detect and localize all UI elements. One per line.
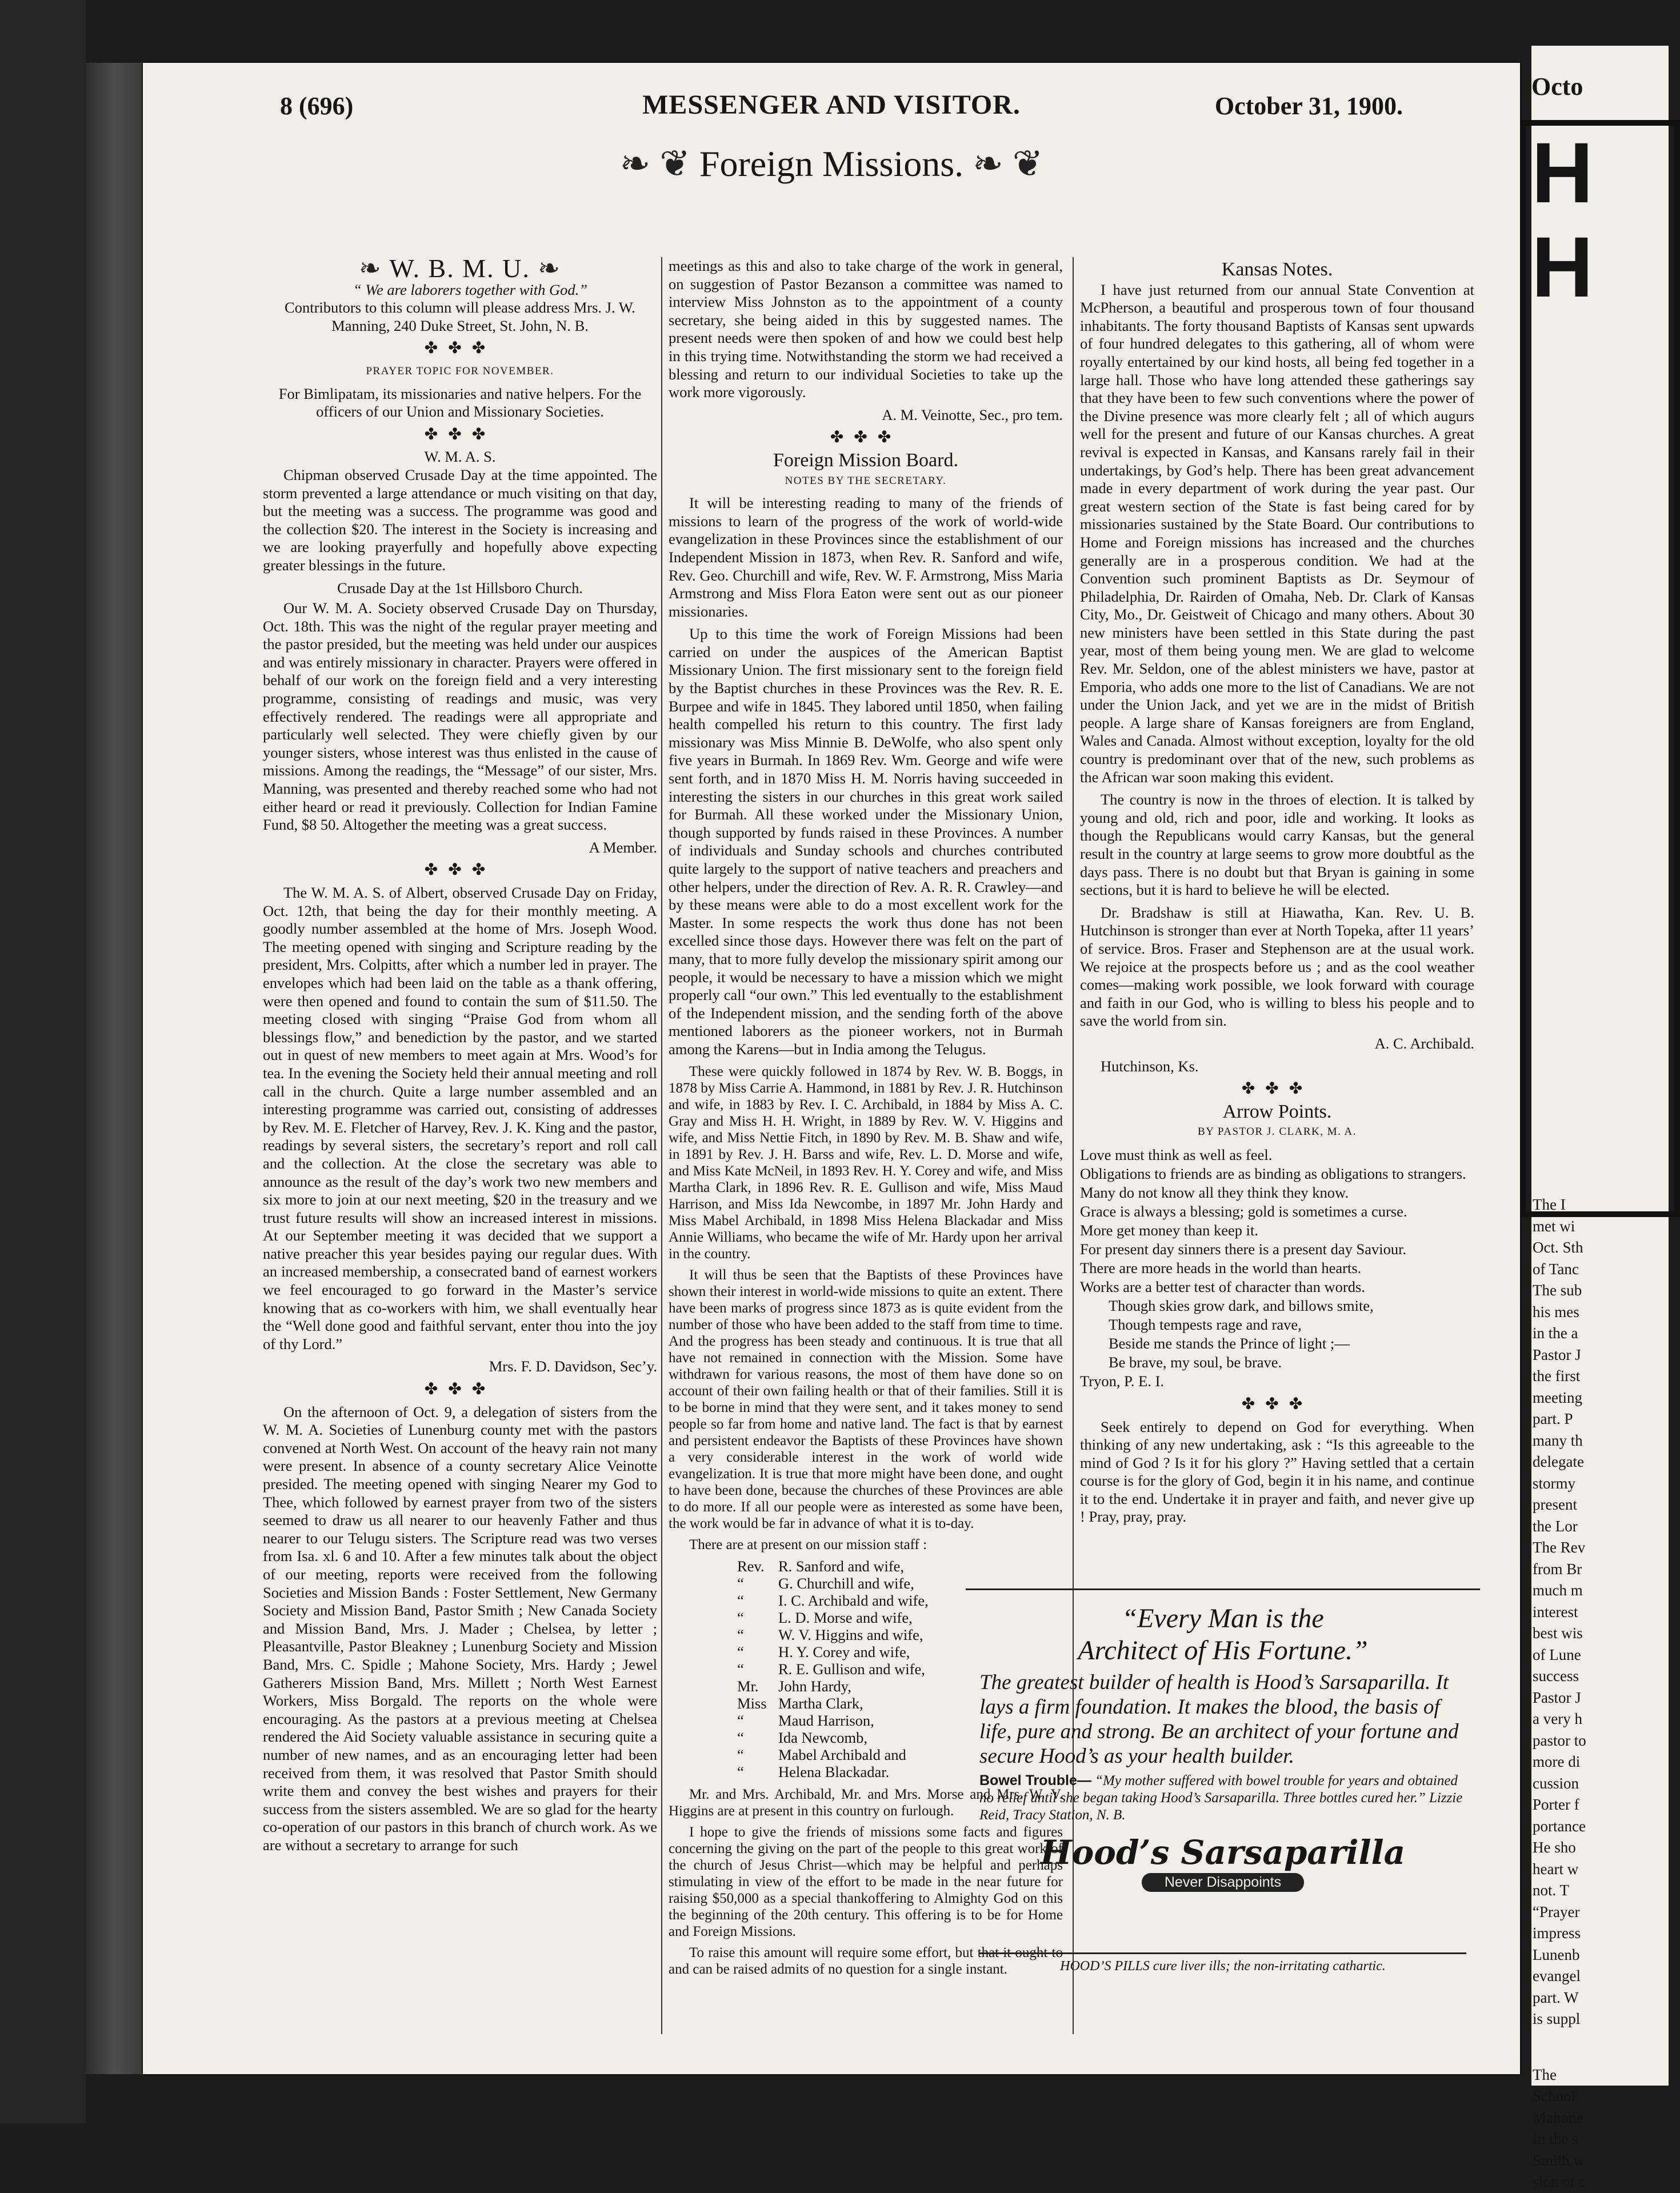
arrow-place: Tryon, P. E. I. — [1080, 1372, 1165, 1390]
board-paragraph-2: Up to this time the work of Foreign Missions had been carried on under the auspices of the American Baptist Missionary Union. The first missionary sent to the foreign field by the Baptist churches in these Provinces was the Rev. R. E. Burpee and wife in 1845. They labored until 1850, when failing health compelled his return to this country. The first lady missionary was Miss Minnie B. DeWolfe, who also spent only five years in Burmah. In 1869 Rev. Wm. George and wife were sent forth, and in 1870 Miss H. M. Norris having succeeded in interesting the sisters in our churches in this great work sailed for Burmah. All these worked under the Missionary Union, though supported by funds raised in these Provinces. A number of individuals and Sunday schools and churches contributed quite largely to the support of native teachers and preachers and other helpers, under the direction of Rev. A. R. R. Crawley—and by these means were able to do a most excellent work for the Master. In some respects the work thus done has not been excelled since those days. However there was felt on the part of many, that to more fully develop the missionary spirit among our people, it would be necessary to have a mission which we might properly call “our own.” This led eventually to the establishment of the Independent mission, and the sending forth of the above mentioned laborers as the pioneer workers, not in Burmah among the Karens—but in India among the Telugus. — [669, 625, 1063, 1058]
arrow-point: Many do not know all they think they know. — [1080, 1183, 1349, 1201]
newspaper-page — [143, 63, 1520, 2074]
book-binding — [0, 0, 86, 2123]
staff-entry: “ Ida Newcomb, — [737, 1728, 867, 1746]
wbmu-motto: “ We are laborers together with God.” — [353, 281, 588, 298]
ad-body: The greatest builder of health is Hood’s Sarsaparilla. It lays a firm foundation. It makes the blood, the basis of life, pure and strong. Be an architect of your fortune and secure Hood’s as your health builder. — [979, 1671, 1459, 1768]
column-rule — [661, 257, 662, 2034]
staff-entry: “ Mabel Archibald and — [737, 1746, 906, 1763]
board-subheading: NOTES BY THE SECRETARY. — [785, 474, 947, 487]
arrow-point: More get money than keep it. — [1080, 1221, 1259, 1239]
staff-entry: Rev. R. Sanford and wife, — [737, 1557, 905, 1575]
hillsboro-heading: Crusade Day at the 1st Hillsboro Church. — [337, 579, 583, 597]
veinotte-signature: A. M. Veinotte, Sec., pro tem. — [882, 406, 1063, 423]
arrow-point: Grace is always a blessing; gold is sometimes a curse. — [1080, 1202, 1407, 1220]
adjacent-page-fragment — [1531, 46, 1669, 2190]
ornament-divider: ✤✤✤ — [424, 861, 496, 879]
page-number: 8 (696) — [280, 92, 354, 120]
adjacent-page-header: Octo — [1531, 73, 1583, 101]
wmas-heading: W. M. A. S. — [424, 448, 496, 466]
prayer-topic-heading: PRAYER TOPIC FOR NOVEMBER. — [366, 365, 554, 377]
fleuron-icon: ❧ ❦ — [619, 143, 699, 184]
kansas-paragraph-2: The country is now in the throes of election. It is talked by young and old, rich and poor, idle and working. It looks as though the Republicans would carry Kansas, but the general result in the country at large seems to grow more doubtful as the days pass. There is no doubt but that Bryan is gaining in some sections, but it is hard to believe he will be elected. — [1080, 791, 1474, 899]
kansas-signature: A. C. Archibald. — [1374, 1034, 1474, 1052]
issue-date: October 31, 1900. — [1214, 92, 1403, 120]
fleuron-icon: ❧ ❦ — [963, 143, 1043, 184]
ad-headline: “Every Man is the Architect of His Fortune.” — [1078, 1603, 1368, 1666]
column-kansas-notes — [1080, 257, 1474, 1531]
hillsboro-report: Our W. M. A. Society observed Crusade Day on Thursday, Oct. 18th. This was the night of the regular prayer meeting and the pastor presided, but the meeting was held under our auspices and was entirely missionary in character. Prayers were offered in behalf of our work on the foreign field and a very interesting programme, consisting of readings and music, was very effectively rendered. The readings were all appropriate and particularly well selected. They were chiefly given by our younger sisters, whose interest was thus enlisted in the cause of missions. Among the readings, the “Message” of our sister, Mrs. Manning, was presented and thereby reached some who had not either heard or read it previously. Collection for Indian Famine Fund, $8 50. Altogether the meeting was a great success. — [263, 599, 657, 834]
arrow-point: For present day sinners there is a present day Saviour. — [1080, 1240, 1407, 1258]
board-heading: Foreign Mission Board. — [773, 449, 958, 471]
masthead-title: MESSENGER AND VISITOR. — [642, 90, 1021, 120]
kansas-paragraph-1: I have just returned from our annual State Convention at McPherson, a beautiful and prosperous town of four thousand inhabitants. The forty thousand Baptists of Kansas sent upwards of four hundred delegates to this gathering, all of whom were royally entertained by our kind hosts, all being fed together in a large hall. Those who have long attended these gatherings say that they have been to few such conventions where the power of the Divine presence was more clearly felt ; all of which augurs well for the present and future of our Kansas churches. A great revival is expected in Kansas, and Kansans rarely fail in their undertakings, by God’s help. There has been great advancement made in every department of work during the year past. Our great western section of the State is fast being cared for by missionaries sustained by the State Board. Our contributions to Home and Foreign missions has increased and the churches generally are in a prosperous condition. We had at the Convention such prominent Baptists as Dr. Seymour of Philadelphia, Dr. Rairden of Omaha, Neb. Dr. Clark of Kansas City, Mo., Dr. Geistweit of Chicago and many others. About 30 new ministers have been settled in this State during the past year, most of them being young men. We are glad to welcome Rev. Mr. Seldon, one of the ablest ministers we have, pastor at Emporia, who adds one more to the list of Canadians. We are not under the Union Jack, and yet we are in the midst of British people. A large share of Kansas foreigners are from England, Wales and Canada. Almost without exception, loyalty for the old country is predominant over that of the new, such problems as the African war soon making this evident. — [1080, 281, 1474, 786]
arrow-point: Obligations to friends are as binding as obligations to strangers. — [1080, 1164, 1466, 1182]
prayer-topic-text: For Bimlipatam, its missionaries and native helpers. For the officers of our Union and Missionary Societies. — [278, 385, 642, 421]
ad-pills-line: HOOD’S PILLS cure liver ills; the non-irritating cathartic. — [979, 1952, 1466, 1974]
wbmu-contributors-note: Contributors to this column will please address Mrs. J. W. Manning, 240 Duke Street, St. John, N. B. — [285, 299, 635, 334]
hoods-advertisement — [966, 1588, 1480, 1974]
albert-signature: Mrs. F. D. Davidson, Sec’y. — [489, 1358, 657, 1375]
albert-report: The W. M. A. S. of Albert, observed Crusade Day on Friday, Oct. 12th, that being the day for their monthly meeting. A goodly number assembled at the home of Mrs. Joseph Wood. The meeting opened with singing and Scripture reading by the president, Mrs. Colpitts, after which a number led in prayer. The envelopes which had been laid on the table as a thank offering, were then opened and found to contain the sum of $11.50. The meeting closed with singing “Praise God from whom all blessings flow,” and benediction by the pastor, and we started out in quest of new members to meet again at Mrs. Wood’s for tea. In the evening the Society held their annual meeting and roll call in the church. Quite a large number assembled and an interesting programme was carried out, consisting of addresses by Rev. M. E. Fletcher of Harvey, Rev. J. K. King and the pastor, readings by several sisters, the secretary’s report and roll call and the collection. At the close the secretary was able to announce as the result of the day’s work two new members and six more to join at our next meeting, $20 in the treasury and we trust future results will show an increased interest in missions. At our September meeting it was decided that we support a native preacher this year besides paying our regular dues. With an increased membership, a consecrated band of earnest workers we feel encouraged to go forward in the Master’s service knowing that as co-workers with him, we shall eventually hear the “Well done good and faithful servant, enter thou into the joy of thy Lord.” — [263, 884, 657, 1352]
poem-line: Be brave, my soul, be brave. — [1109, 1353, 1282, 1371]
arrow-points-heading: Arrow Points. — [1222, 1100, 1332, 1122]
chipman-report: Chipman observed Crusade Day at the time appointed. The storm prevented a large attendance or much visiting on that day, but the meeting was a success. The programme was good and the collection $20. The interest in the Society is increasing and we are looking prayerfully and hopefully above expecting greater blessings in the future. — [263, 466, 657, 574]
arrow-point: Works are a better test of character than words. — [1080, 1278, 1365, 1295]
fleuron-icon: ❧ — [530, 254, 561, 283]
wbmu-heading: ❧ W. B. M. U. ❧ — [359, 254, 561, 283]
arrow-point: Love must think as well as feel. — [1080, 1146, 1273, 1163]
ornament-divider: ✤✤✤ — [1241, 1080, 1313, 1098]
board-paragraph-7: To raise this amount will require some effort, but that it ought to and can be raised admits of no question for a single instant. — [669, 1944, 1063, 1977]
arrow-point: There are more heads in the world than hearts. — [1080, 1259, 1362, 1276]
kansas-place: Hutchinson, Ks. — [1101, 1057, 1199, 1075]
ad-tagline: Never Disappoints — [1142, 1873, 1304, 1892]
ornament-divider: ✤✤✤ — [424, 339, 496, 358]
staff-entry: “ I. C. Archibald and wife, — [737, 1591, 929, 1609]
fleuron-icon: ❧ — [359, 254, 390, 283]
staff-entry: Miss Martha Clark, — [737, 1694, 863, 1712]
staff-entry: “ L. D. Morse and wife, — [737, 1608, 913, 1626]
staff-entry: “ Helena Blackadar. — [737, 1763, 890, 1780]
ad-testimonial: Bowel Trouble— “My mother suffered with bowel trouble for years and obtained no relief until she began taking Hood’s Sarsaparilla. Three bottles cured her.” Lizzie Reid, Tracy Station, N. B. — [979, 1772, 1463, 1823]
board-paragraph-3: These were quickly followed in 1874 by Rev. W. B. Boggs, in 1878 by Miss Carrie A. Hammond, in 1881 by Rev. J. R. Hutchinson and wife, in 1883 by Rev. I. C. Archibald, in 1884 by Miss A. C. Gray and Miss H. H. Wright, in 1889 by Rev. W. V. Higgins and wife, and Miss Nettie Fitch, in 1890 by Rev. M. B. Shaw and wife, in 1891 by Rev. J. H. Barss and wife, Rev. L. D. Morse and wife, and Miss Kate McNeil, in 1893 Rev. H. Y. Corey and wife, and Miss Martha Clark, in 1896 Rev. R. E. Gullison and wife, Miss Maud Harrison, and Miss Ida Newcombe, in 1897 Mr. John Hardy and Miss Mabel Archibald, in 1898 Miss Helena Blackadar and Miss Annie Williams, who became the wife of Mr. Hardy upon her arrival in the country. — [669, 1063, 1063, 1262]
section-title: ❧ ❦ Foreign Missions. ❧ ❦ — [619, 143, 1043, 184]
staff-entry: “ W. V. Higgins and wife, — [737, 1626, 923, 1643]
adjacent-ad-letters: H H — [1531, 125, 1594, 315]
hoods-logo: Hood’s Sarsaparilla Never Disappoints — [966, 1833, 1480, 1892]
board-paragraph-4: It will thus be seen that the Baptists of these Provinces have shown their interest in world-wide missions to quite an extent. There have been marks of progress since 1873 as is quite evident from the number of those who have been added to the staff from time to time. And the progress has been steady and continuous. It is true that all have not remained in connection with the Mission. Some have withdrawn for various reasons, the most of them have done so on account of their own failing health or that of their families. Still it is to be borne in mind that they were sent, and it takes money to send people so far from home and native land. The fact is that by earnest and persistent endeavor the Baptists of these Provinces have shown a very considerable interest in the work of world wide evangelization. It is true that more might have been done, and ought to have been done, because the churches of these Provinces are able to do more. If all our people were as interested as some have been, the work would be far in advance of what it is to-day. — [669, 1267, 1063, 1531]
adjacent-page-text: The I met wi Oct. Sth of Tanc The sub his mes in the a Pastor J the first meeting part. P many th delegate stormy present the Lor The Rev from Br much m interest best wis of Lune success Pastor J a very h pastor to more di cussion Porter f portance He sho heart w not. T “Prayer impress Lunenb evangel part. W is suppl The School Mahone In the s Smith w sion of c — [1533, 1196, 1586, 2190]
arrow-points-list — [1080, 1146, 1474, 1391]
arrow-closing: Seek entirely to depend on God for everything. When thinking of any new undertaking, ask : “Is this agreeable to the mind of God ? Is it for his glory ?” Having settled that a certain course is for the glory of God, begin it in his name, and continue it to the end. Undertake it in prayer and faith, and never give up ! Pray, pray, pray. — [1080, 1418, 1474, 1526]
poem-line: Though tempests rage and rave, — [1109, 1315, 1302, 1333]
board-paragraph-1: It will be interesting reading to many of the friends of missions to learn of the progress of the work of world-wide evangelization in these Provinces since the establishment of our Independent Mission in 1873, when Rev. R. Sanford and wife, Rev. Geo. Churchill and wife, Rev. W. F. Armstrong, Miss Maria Armstrong and Miss Flora Eaton were sent out as our pioneer missionaries. — [669, 494, 1063, 620]
staff-entry: “ H. Y. Corey and wife, — [737, 1643, 910, 1660]
ornament-divider: ✤✤✤ — [830, 429, 902, 447]
poem-line: Beside me stands the Prince of light ;— — [1109, 1334, 1350, 1352]
adjacent-ad-box — [1520, 120, 1680, 1217]
ornament-divider: ✤✤✤ — [424, 1380, 496, 1399]
board-paragraph-6: I hope to give the friends of missions some facts and figures concerning the giving on the part of the people to this great work of the church of Jesus Christ—which may be helpful and perhaps stimulating in view of the effort to be made in the near future for raising $50,000 as a special thankoffering to Almighty God on this the beginning of the 20th century. This offering is to be for Home and Foreign Missions. — [669, 1824, 1063, 1939]
page-header — [143, 86, 1520, 131]
staff-entry: “ G. Churchill and wife, — [737, 1574, 914, 1592]
staff-entry: Mr. John Hardy, — [737, 1677, 851, 1695]
hillsboro-signature: A Member. — [589, 838, 657, 856]
staff-intro: There are at present on our mission staff : — [689, 1536, 927, 1552]
ornament-divider: ✤✤✤ — [424, 425, 496, 443]
ornament-divider: ✤✤✤ — [1241, 1395, 1313, 1413]
poem-line: Though skies grow dark, and billows smite, — [1109, 1296, 1374, 1314]
staff-entry: “ Maud Harrison, — [737, 1711, 874, 1729]
kansas-paragraph-3: Dr. Bradshaw is still at Hiawatha, Kan. Rev. U. B. Hutchinson is stronger than ever at North Topeka, after 11 years’ of service. Bros. Fraser and Stephenson are at the usual work. We rejoice at the prospects before us ; and as the cool weather comes—making work possible, we look forward with courage and faith in our God, who is willing to bless his people and to save the world from sin. — [1080, 903, 1474, 1030]
arrow-points-byline: BY PASTOR J. CLARK, M. A. — [1197, 1126, 1357, 1138]
lunenburg-report: On the afternoon of Oct. 9, a delegation of sisters from the W. M. A. Societies of Lunenburg county met with the pastors convened at North West. On account of the heavy rain not many were present. In absence of a county secretary Alice Veinotte presided. The meeting opened with singing Nearer my God to Thee, which followed by earnest prayer from two of the sisters seemed to draw us all nearer to our heavenly Father and thus nearer to our Telugu sisters. The Scripture read was two verses from Isa. xl. 6 and 10. After a few minutes talk about the object of our meeting, reports were received from the following Societies and Mission Bands : Foster Settlement, New Germany Society and Mission Band, Pastor Smith ; New Canada Society and Mission Band, Mrs. J. Mader ; Chelsea, by letter ; Pleasantville, Pastor Bleakney ; Lunenburg Society and Mission Band, Mrs. C. Spidle ; Mahone Society, Mrs. Hardy ; Jewel Gatherers Mission Band, Mrs. Millett ; North West Earnest Workers, Miss Borgald. The reports on the whole were encouraging. As the pastors at a previous meeting at Chelsea rendered the Aid Society valuable assistance in securing quite a number of new names, and as an encouraging letter had been received from them, it was resolved that Pastor Smith should write them and convey the best wishes and prayers for their success from the sisters assembled. We are so glad for the hearty co-operation of our pastors in this branch of church work. As we are without a secretary to arrange for such — [263, 1403, 657, 1854]
kansas-heading: Kansas Notes. — [1221, 259, 1333, 280]
book-spine-edge — [86, 63, 143, 2074]
board-paragraph-5: Mr. and Mrs. Archibald, Mr. and Mrs. Morse and Mrs. W. V. Higgins are at present in this country on furlough. — [669, 1786, 1063, 1819]
column-wbmu — [263, 254, 657, 1859]
lunenburg-continuation: meetings as this and also to take charge of the work in general, on suggestion of Pastor Bezanson a committee was named to interview Miss Johnston as to the appointment of a county secretary, she being aided in this by suggested names. The present needs were then spoken of and how we could best help in this trying time. Notwithstanding the storm we had received a blessing and return to our individual Societies to take up the work more vigorously. — [669, 257, 1063, 401]
staff-entry: “ R. E. Gullison and wife, — [737, 1660, 925, 1678]
